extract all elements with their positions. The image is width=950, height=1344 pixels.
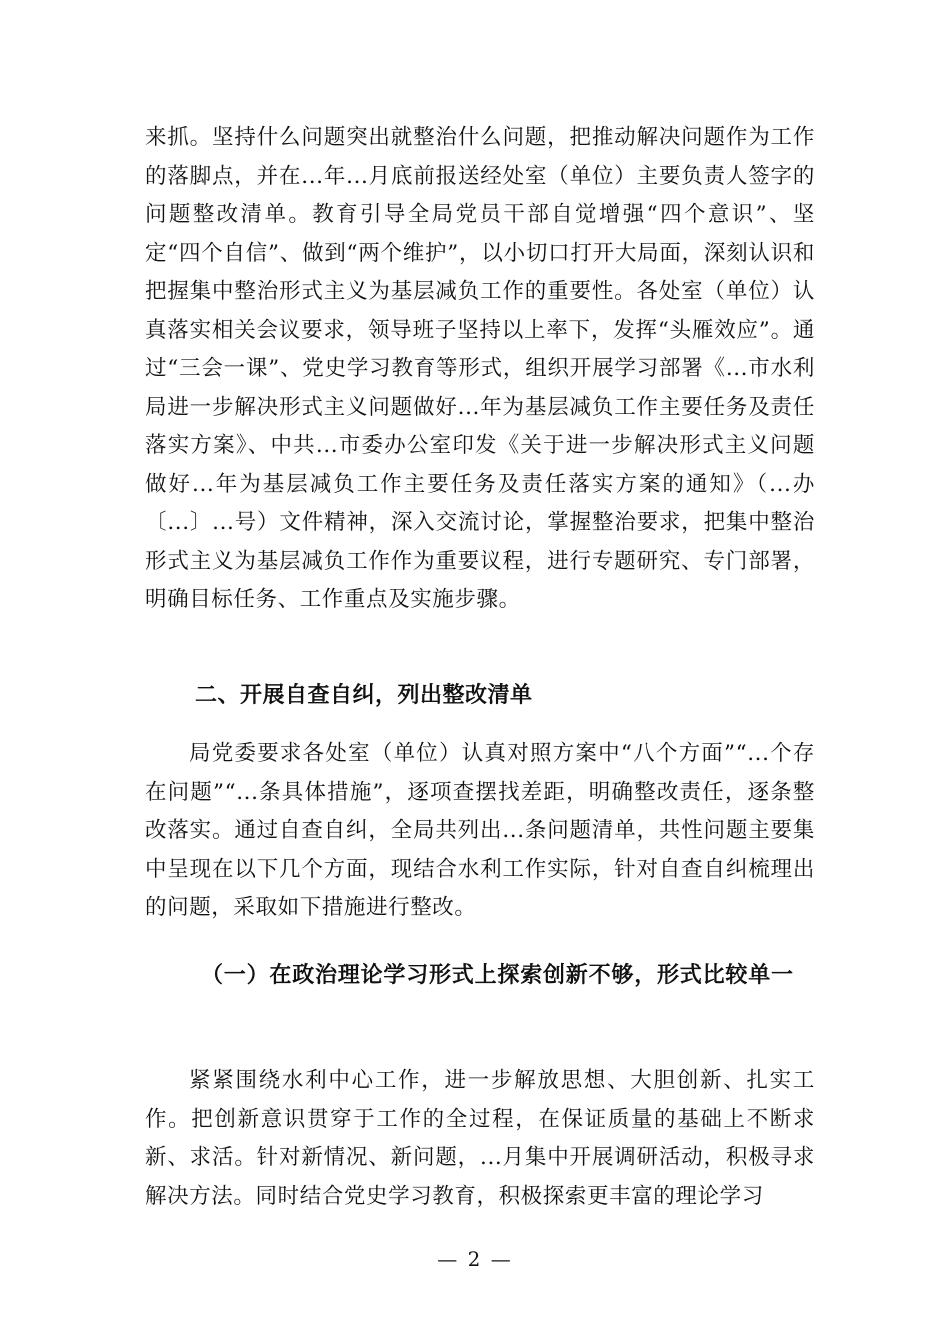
body-paragraph-2: 局党委要求各处室（单位）认真对照方案中“八个方面”“...个存在问题”“...条具体措施”，逐项查摆找差距，明确整改责任，逐条整改落实。通过自查自纠，全局共列出...条问题清单，共性问题主要集中呈现在以下几个方面，现结合水利工作实际，针对自查自纠梳理出的问题，采取如下措施进行整改。 <box>145 741 815 920</box>
page-number: — 2 — <box>437 1247 513 1271</box>
body-paragraph-3: 紧紧围绕水利中心工作，进一步解放思想、大胆创新、扎实工作。把创新意识贯穿于工作的全过程，在保证质量的基础上不断求新、求活。针对新情况、新问题，...月集中开展调研活动，积极寻求解决方法。同时结合党史学习教育，积极探索更丰富的理论学习 <box>145 1068 815 1209</box>
subsection-heading: （一）在政治理论学习形式上探索创新不够，形式比较单一 <box>201 962 794 988</box>
body-paragraph-1: 来抓。坚持什么问题突出就整治什么问题，把推动解决问题作为工作的落脚点，并在...年...月底前报送经处室（单位）主要负责人签字的问题整改清单。教育引导全局党员干部自觉增强“四个意识”、坚定“四个自信”、做到“两个维护”，以小切口打开大局面，深刻认识和把握集中整治形式主义为基层减负工作的重要性。各处室（单位）认真落实相关会议要求，领导班子坚持以上率下，发挥“头雁效应”。通过“三会一课”、党史学习教育等形式，组织开展学习部署《...市水利局进一步解决形式主义问题做好...年为基层减负工作主要任务及责任落实方案》、中共...市委办公室印发《关于进一步解决形式主义问题做好...年为基层减负工作主要任务及责任落实方案的通知》（...办〔...〕...号）文件精神，深入交流讨论，掌握整治要求，把集中整治形式主义为基层减负工作作为重要议程，进行专题研究、专门部署，明确目标任务、工作重点及实施步骤。 <box>145 125 815 612</box>
section-heading: 二、开展自查自纠，列出整改清单 <box>195 683 533 708</box>
